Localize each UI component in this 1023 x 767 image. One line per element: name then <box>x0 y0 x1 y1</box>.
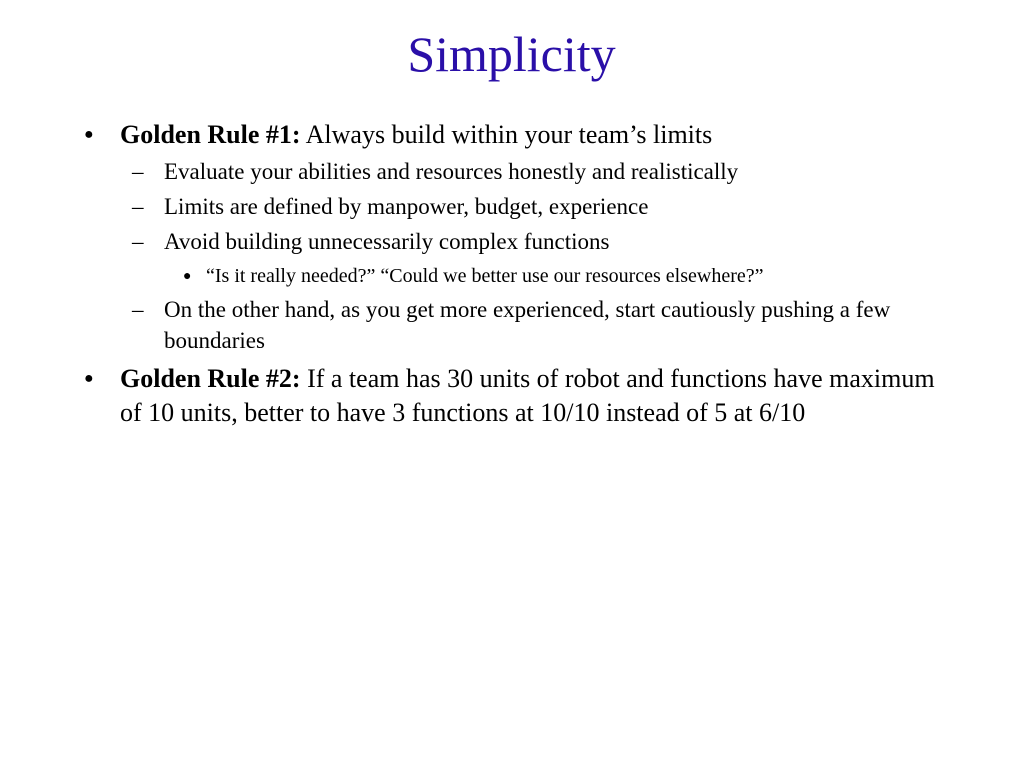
rule-2-text: If a team has 30 units of robot and functions have maximum of 10 units, better to have 3 functions at 10/10 instead of 5 at 6/10 <box>120 364 935 427</box>
other-hand-text: On the other hand, as you get more experienced, start cautiously pushing a few boundaries <box>164 297 891 353</box>
evaluate-text: Evaluate your abilities and resources honestly and realistically <box>164 159 739 184</box>
rule-1-label: Golden Rule #1: <box>120 120 301 149</box>
avoid-complex-text: Avoid building unnecessarily complex functions <box>164 229 610 254</box>
bullet-dash-icon: – <box>132 229 144 254</box>
bullet-list <box>82 118 942 430</box>
bullet-dash-icon: – <box>132 297 144 322</box>
bullet-dot-icon: ● <box>84 370 94 387</box>
bullet-dot-icon: ● <box>183 269 192 284</box>
slide-title: Simplicity <box>407 26 616 82</box>
list-item-golden-rule-2 <box>82 362 942 430</box>
rule-1-text: Always build within your team’s limits <box>300 120 713 149</box>
rule-2-label: Golden Rule #2: <box>120 364 301 393</box>
list-item-other-hand <box>82 294 942 356</box>
list-item-golden-rule-1 <box>82 118 942 152</box>
list-item-evaluate <box>82 156 942 187</box>
list-item-avoid-complex <box>82 226 942 257</box>
limits-text: Limits are defined by manpower, budget, experience <box>164 194 649 219</box>
bullet-dash-icon: – <box>132 194 144 219</box>
list-item-questions <box>82 263 942 290</box>
bullet-dash-icon: – <box>132 159 144 184</box>
bullet-dot-icon: ● <box>84 126 94 143</box>
questions-text: “Is it really needed?” “Could we better use our resources elsewhere?” <box>206 265 764 287</box>
list-item-limits <box>82 191 942 222</box>
